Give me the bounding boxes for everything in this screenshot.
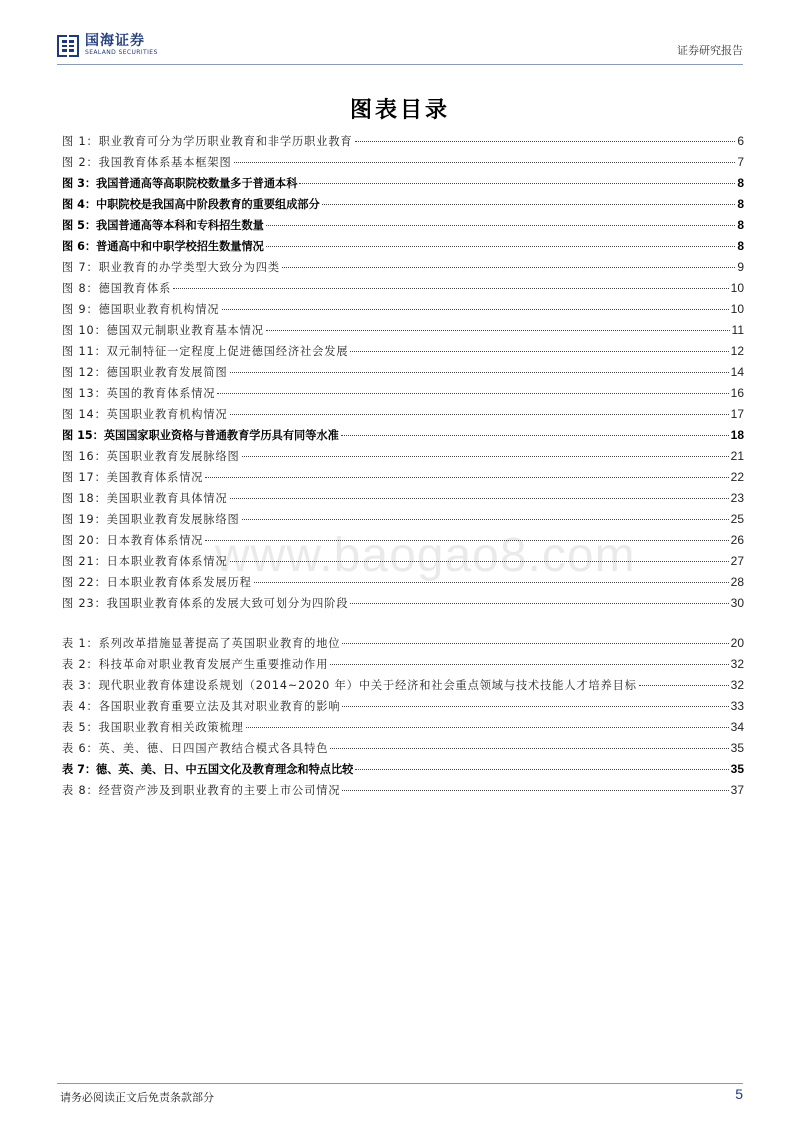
- table-toc-entry[interactable]: [62, 782, 744, 803]
- table-toc-entry-page: 34: [730, 720, 744, 734]
- dot-leader: [222, 309, 729, 310]
- figure-toc-entry-page: 12: [730, 344, 744, 358]
- table-toc-entry-page: 32: [730, 657, 744, 671]
- dot-leader: [242, 456, 729, 457]
- dot-leader: [266, 246, 735, 247]
- figure-toc-entry[interactable]: [62, 217, 744, 238]
- figure-toc-entry-page: 8: [737, 239, 744, 253]
- figure-toc-entry[interactable]: [62, 532, 744, 553]
- figure-toc-entry-label: 图 20：日本教育体系情况: [62, 534, 204, 547]
- figure-toc-entry-page: 22: [730, 470, 744, 484]
- figure-toc-entry[interactable]: [62, 154, 744, 175]
- dot-leader: [266, 225, 735, 226]
- dot-leader: [230, 414, 729, 415]
- dot-leader: [246, 727, 729, 728]
- dot-leader: [355, 769, 728, 770]
- table-toc-entry-label: 表 6：英、美、德、日四国产教结合模式各具特色: [62, 742, 329, 755]
- disclaimer-note: 请务必阅读正文后免责条款部分: [60, 1091, 214, 1104]
- figure-toc-entry-page: 17: [730, 407, 744, 421]
- figure-toc-entry-page: 18: [730, 428, 744, 442]
- figure-toc-entry[interactable]: [62, 364, 744, 385]
- figure-toc-entry-page: 25: [730, 512, 744, 526]
- dot-leader: [350, 351, 728, 352]
- figure-toc-entry[interactable]: [62, 448, 744, 469]
- figure-toc-entry-label: 图 15：英国国家职业资格与普通教育学历具有同等水准: [62, 429, 339, 442]
- figure-toc-entry[interactable]: [62, 301, 744, 322]
- figure-toc-entry-page: 30: [730, 596, 744, 610]
- figure-toc-entry-label: 图 10：德国双元制职业教育基本情况: [62, 324, 264, 337]
- figure-toc-entry[interactable]: [62, 343, 744, 364]
- table-toc-entry-page: 35: [730, 741, 744, 755]
- table-toc-entry-label: 表 4：各国职业教育重要立法及其对职业教育的影响: [62, 700, 341, 713]
- company-name-cn: 国海证券: [85, 33, 145, 49]
- footer-divider: [57, 1083, 743, 1084]
- figure-toc-entry-page: 8: [737, 218, 744, 232]
- table-toc-entry-label: 表 5：我国职业教育相关政策梳理: [62, 721, 244, 734]
- dot-leader: [282, 267, 735, 268]
- table-toc-entry-page: 32: [730, 678, 744, 692]
- figure-toc-entry-page: 8: [737, 197, 744, 211]
- figure-toc-entry[interactable]: [62, 406, 744, 427]
- dot-leader: [322, 204, 736, 205]
- dot-leader: [217, 393, 728, 394]
- figure-toc-entry[interactable]: [62, 175, 744, 196]
- dot-leader: [342, 790, 728, 791]
- table-toc-entry[interactable]: [62, 719, 744, 740]
- figure-toc-entry[interactable]: [62, 196, 744, 217]
- table-toc-entry-label: 表 1：系列改革措施显著提高了英国职业教育的地位: [62, 637, 341, 650]
- header-divider: [57, 64, 743, 65]
- figure-toc-entry-label: 图 23：我国职业教育体系的发展大致可划分为四阶段: [62, 597, 349, 610]
- figure-toc-entry-page: 21: [730, 449, 744, 463]
- figure-toc-entry-label: 图 6：普通高中和中职学校招生数量情况: [62, 240, 264, 253]
- dot-leader: [230, 372, 729, 373]
- figure-toc-entry-label: 图 18：美国职业教育具体情况: [62, 492, 228, 505]
- figure-toc-entry[interactable]: [62, 595, 744, 616]
- watermark: www.baogao8.com: [215, 529, 636, 582]
- dot-leader: [299, 183, 735, 184]
- table-toc-entry[interactable]: [62, 740, 744, 761]
- dot-leader: [330, 748, 728, 749]
- figure-toc-entry-label: 图 2：我国教育体系基本框架图: [62, 156, 232, 169]
- dot-leader: [341, 435, 729, 436]
- figure-toc-entry-page: 7: [737, 155, 744, 169]
- figure-toc-entry-label: 图 14：英国职业教育机构情况: [62, 408, 228, 421]
- table-toc-entry[interactable]: [62, 635, 744, 656]
- figure-toc-entry[interactable]: [62, 280, 744, 301]
- toc-title: 图表目录: [349, 98, 450, 123]
- table-toc-entry-page: 37: [730, 783, 744, 797]
- figure-toc-entry-label: 图 21：日本职业教育体系情况: [62, 555, 228, 568]
- figure-toc-entry-label: 图 3：我国普通高等高职院校数量多于普通本科: [62, 177, 298, 190]
- dot-leader: [350, 603, 728, 604]
- table-toc-list: [62, 635, 744, 803]
- table-toc-entry[interactable]: [62, 698, 744, 719]
- table-toc-entry[interactable]: [62, 677, 744, 698]
- figure-toc-entry-page: 6: [737, 134, 744, 148]
- table-toc-entry-label: 表 7：德、英、美、日、中五国文化及教育理念和特点比较: [62, 763, 354, 776]
- figure-toc-entry-page: 28: [730, 575, 744, 589]
- table-toc-entry-page: 20: [730, 636, 744, 650]
- figure-toc-entry[interactable]: [62, 133, 744, 154]
- figure-toc-entry-label: 图 12：德国职业教育发展简图: [62, 366, 228, 379]
- table-toc-entry-page: 33: [730, 699, 744, 713]
- dot-leader: [266, 330, 730, 331]
- figure-toc-entry-page: 10: [730, 281, 744, 295]
- dot-leader: [254, 582, 729, 583]
- report-type-label: 证券研究报告: [677, 44, 743, 57]
- figure-toc-entry[interactable]: [62, 469, 744, 490]
- dot-leader: [230, 561, 729, 562]
- figure-toc-entry[interactable]: [62, 427, 744, 448]
- dot-leader: [205, 540, 728, 541]
- figure-toc-entry[interactable]: [62, 385, 744, 406]
- figure-toc-entry-label: 图 22：日本职业教育体系发展历程: [62, 576, 252, 589]
- figure-toc-entry-page: 14: [730, 365, 744, 379]
- figure-toc-entry[interactable]: [62, 238, 744, 259]
- figure-toc-entry-label: 图 13：英国的教育体系情况: [62, 387, 216, 400]
- figure-toc-entry-label: 图 8：德国教育体系: [62, 282, 172, 295]
- dot-leader: [242, 519, 729, 520]
- figure-toc-entry[interactable]: [62, 574, 744, 595]
- figure-toc-entry-label: 图 7：职业教育的办学类型大致分为四类: [62, 261, 280, 274]
- figure-toc-entry-label: 图 9：德国职业教育机构情况: [62, 303, 220, 316]
- table-toc-entry[interactable]: [62, 761, 744, 782]
- figure-toc-entry-page: 27: [730, 554, 744, 568]
- dot-leader: [234, 162, 736, 163]
- figure-toc-entry-page: 11: [731, 323, 744, 337]
- dot-leader: [342, 643, 728, 644]
- figure-toc-entry[interactable]: [62, 553, 744, 574]
- figure-toc-entry-page: 8: [737, 176, 744, 190]
- dot-leader: [330, 664, 728, 665]
- table-toc-entry[interactable]: [62, 656, 744, 677]
- figure-toc-entry[interactable]: [62, 511, 744, 532]
- figure-toc-entry-page: 10: [730, 302, 744, 316]
- figure-toc-entry-label: 图 5：我国普通高等本科和专科招生数量: [62, 219, 264, 232]
- sealand-logo-icon: [57, 35, 79, 57]
- table-toc-entry-label: 表 2：科技革命对职业教育发展产生重要推动作用: [62, 658, 329, 671]
- figure-toc-entry[interactable]: [62, 490, 744, 511]
- figure-toc-entry-page: 9: [737, 260, 744, 274]
- company-logo: [57, 34, 158, 57]
- page-header: [57, 30, 743, 64]
- table-toc-entry-label: 表 8：经营资产涉及到职业教育的主要上市公司情况: [62, 784, 341, 797]
- dot-leader: [342, 706, 728, 707]
- figure-toc-entry-label: 图 1：职业教育可分为学历职业教育和非学历职业教育: [62, 135, 353, 148]
- figure-toc-entry[interactable]: [62, 322, 744, 343]
- dot-leader: [355, 141, 736, 142]
- figure-toc-entry-label: 图 17：美国教育体系情况: [62, 471, 204, 484]
- figure-toc-entry-page: 26: [730, 533, 744, 547]
- figure-toc-entry-label: 图 4：中职院校是我国高中阶段教育的重要组成部分: [62, 198, 320, 211]
- page-number: 5: [735, 1086, 743, 1102]
- figure-toc-list: [62, 133, 744, 616]
- figure-toc-entry-label: 图 16：英国职业教育发展脉络图: [62, 450, 240, 463]
- company-name-en: SEALAND SECURITIES: [85, 49, 158, 56]
- figure-toc-entry-label: 图 11：双元制特征一定程度上促进德国经济社会发展: [62, 345, 349, 358]
- figure-toc-entry-page: 23: [730, 491, 744, 505]
- figure-toc-entry-label: 图 19：美国职业教育发展脉络图: [62, 513, 240, 526]
- figure-toc-entry[interactable]: [62, 259, 744, 280]
- dot-leader: [639, 685, 729, 686]
- dot-leader: [230, 498, 729, 499]
- dot-leader: [173, 288, 728, 289]
- figure-toc-entry-page: 16: [730, 386, 744, 400]
- table-toc-entry-label: 表 3：现代职业教育体建设系规划（2014~2020 年）中关于经济和社会重点领域与技术技能人才培养目标: [62, 679, 637, 692]
- dot-leader: [205, 477, 728, 478]
- table-toc-entry-page: 35: [730, 762, 744, 776]
